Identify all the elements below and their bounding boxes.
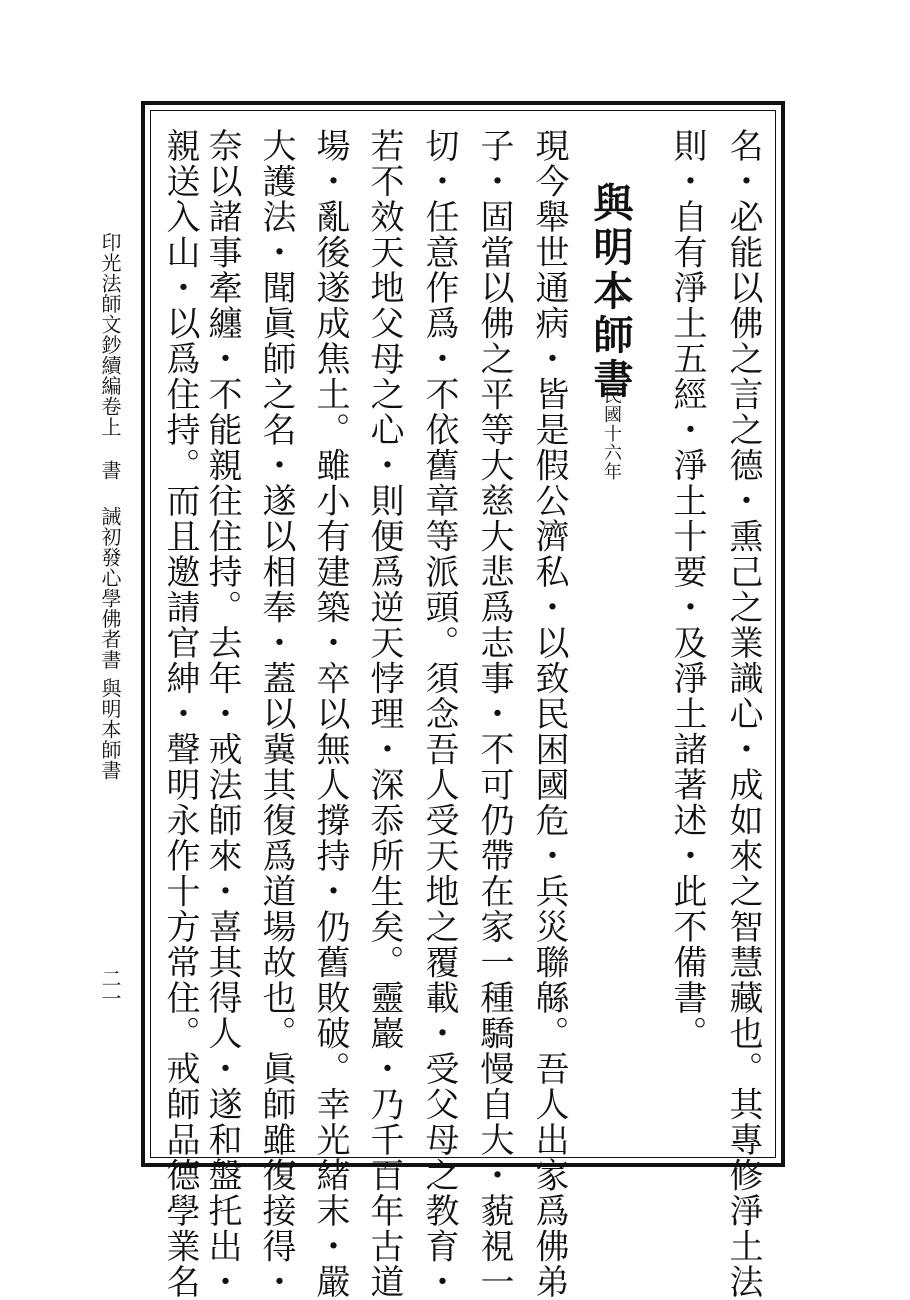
text-column: 若不效天地父母之心・則便爲逆天悖理・深忝所生矣。靈巖・乃千百年古道	[364, 128, 404, 1300]
margin-section: 書	[98, 460, 122, 481]
text-column: 則・自有淨土五經・淨土十要・及淨土諸著述・此不備書。	[667, 128, 707, 1051]
text-column: 奈以諸事牽纏・不能親往住持。去年・戒法師來・喜其得人・遂和盤托出・	[202, 128, 242, 1300]
margin-book-title: 印光法師文鈔續編卷上	[98, 232, 122, 437]
text-column: 切・任意作爲・不依舊章等派頭。須念吾人受天地之覆載・受父母之教育・	[419, 128, 459, 1300]
text-column: 大護法・聞眞師之名・遂以相奉・蓋以冀其復爲道場故也。眞師雖復接得・	[256, 128, 296, 1300]
letter-date: 民國十六年	[601, 386, 622, 481]
page-number: 二一	[98, 968, 122, 1008]
text-column: 現今舉世通病・皆是假公濟私・以致民困國危・兵災聯緜。吾人出家爲佛弟	[529, 128, 569, 1300]
text-column: 親送入山・以爲住持。而且邀請官紳・聲明永作十方常住。戒師品德學業名	[160, 128, 200, 1300]
letter-title: 與明本師書	[587, 182, 634, 402]
text-column: 子・固當以佛之平等大慈大悲爲志事・不可仍帶在家一種驕慢自大・藐視一	[474, 128, 514, 1300]
text-column: 名・必能以佛之言之德・熏己之業識心・成如來之智慧藏也。其專修淨土法	[723, 128, 763, 1300]
margin-current-letter: 與明本師書	[98, 678, 122, 781]
text-column: 場・亂後遂成焦土。雖小有建築・卒以無人撐持・仍舊敗破。幸光緒末・嚴	[310, 128, 350, 1300]
margin-prev-letter: 誡初發心學佛者書	[98, 506, 122, 670]
